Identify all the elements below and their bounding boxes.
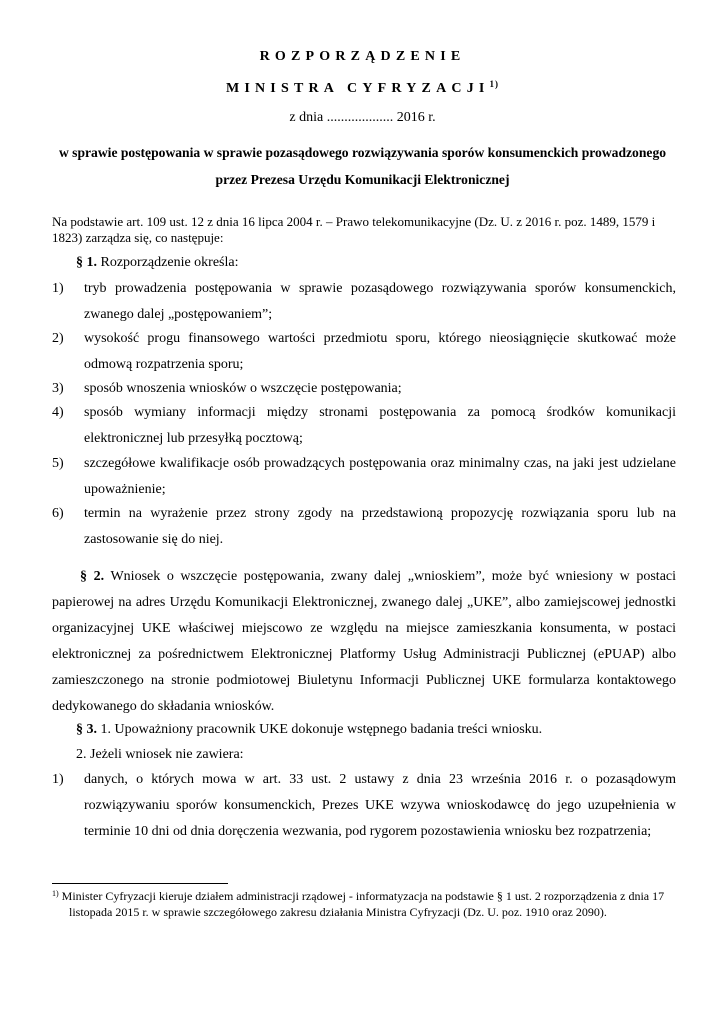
list-item-number: 1)	[52, 772, 64, 787]
list-item	[52, 767, 676, 845]
footnote-text: Minister Cyfryzacji kieruje działem administracji rządowej - informatyzacja na podstawie § 1 ust. 2 rozporządzenia z dnia 17 listopada 2015 r. w sprawie szczegółowego zakresu działania Ministra Cyfryzacji (Dz. U. poz. 1910 oraz 2090).	[61, 889, 665, 919]
list-item-number: 3)	[52, 381, 64, 396]
list-item-number: 5)	[52, 456, 64, 471]
list-item-text: tryb prowadzenia postępowania w sprawie pozasądowego rozwiązywania sporów konsumenckich, zwanego dalej „postępowaniem”;	[84, 281, 676, 322]
subject-heading: w sprawie postępowania w sprawie pozasądowego rozwiązywania sporów konsumenckich prowadzonego przez Prezesa Urzędu Komunikacji Elektronicznej	[58, 145, 667, 187]
list-item-text: szczegółowe kwalifikacje osób prowadzących postępowania oraz minimalny czas, na jaki jest udzielane upoważnienie;	[84, 456, 676, 497]
list-item	[52, 501, 676, 553]
list-item-text: sposób wymiany informacji między stronami postępowania za pomocą środków komunikacji elektronicznej lub przesyłką pocztową;	[84, 405, 676, 446]
document-title: ROZPORZĄDZENIE	[259, 49, 466, 64]
list-item-text: termin na wyrażenie przez strony zgody na przedstawioną propozycję rozwiązania sporu lub na zastosowanie się do niej.	[84, 506, 676, 547]
list-item-number: 2)	[52, 331, 64, 346]
section-2-mark: § 2.	[80, 569, 105, 584]
list-item	[52, 451, 676, 503]
section-3-mark: § 3.	[76, 722, 97, 737]
section-3-point-1	[76, 717, 676, 743]
section-1-mark: § 1.	[76, 255, 97, 270]
list-item-text: danych, o których mowa w art. 33 ust. 2 ustawy z dnia 23 września 2016 r. o pozasądowym rozwiązywaniu sporów konsumenckich, Prezes UKE wzywa wnioskodawcę do jego uzupełnienia w terminie 10 dni od dnia doręczenia wezwania, pod rygorem pozostawienia wniosku bez rozpatrzenia;	[84, 772, 676, 839]
footnote-divider	[52, 883, 228, 884]
legal-basis: Na podstawie art. 109 ust. 12 z dnia 16 lipca 2004 r. – Prawo telekomunikacyjne (Dz. U. z 2016 r. poz. 1489, 1579 i 1823) zarządza się, co następuje:	[52, 214, 656, 245]
footnote-mark: 1)	[52, 889, 59, 898]
list-item-number: 4)	[52, 405, 64, 420]
date-line: z dnia ................... 2016 r.	[289, 110, 436, 125]
list-item	[52, 376, 676, 402]
section-2-text: Wniosek o wszczęcie postępowania, zwany dalej „wnioskiem”, może być wniesiony w postaci papierowej na adres Urzędu Komunikacji Elektronicznej, zwanego dalej „UKE”, albo zamiejscowej jednostki organizacyjnej UKE właściwej miejscowo ze względu na miejsce zamieszkania konsumenta, w postaci elektronicznej za pośrednictwem Elektronicznej Platformy Usług Administracji Publicznej (ePUAP) albo zamieszczonego na stronie podmiotowej Biuletynu Informacji Publicznej UKE formularza kontaktowego dedykowanego do składania wniosków.	[52, 569, 677, 714]
list-item	[52, 276, 676, 328]
list-item	[52, 326, 676, 378]
list-item	[52, 400, 676, 452]
list-item-number: 1)	[52, 281, 64, 296]
footnote-reference: 1)	[489, 79, 500, 89]
section-1-intro-text: Rozporządzenie określa:	[100, 255, 239, 270]
section-1-intro	[76, 250, 676, 276]
issuer-title	[0, 79, 725, 97]
list-item-text: wysokość progu finansowego wartości przedmiotu sporu, którego nieosiągnięcie skutkować może odmową rozpatrzenia sporu;	[84, 331, 676, 372]
list-item-number: 6)	[52, 506, 64, 521]
section-3-point-1-text: 1. Upoważniony pracownik UKE dokonuje wstępnego badania treści wniosku.	[100, 722, 543, 737]
issuer-name: MINISTRA CYFRYZACJI	[225, 81, 490, 96]
section-3-point-2: 2. Jeżeli wniosek nie zawiera:	[76, 747, 244, 762]
list-item-text: sposób wnoszenia wniosków o wszczęcie postępowania;	[84, 381, 402, 396]
footnote	[52, 886, 676, 920]
section-2-paragraph	[52, 564, 676, 720]
